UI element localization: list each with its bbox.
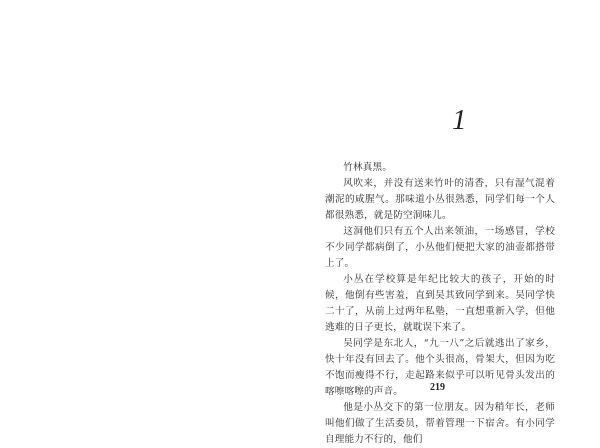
paragraph: 小丛在学校算是年纪比较大的孩子，开始的时候，他倒有些害羞，直到吴其致同学到来。吴同学快二十了，从前上过两年私塾，一直想重新入学，但他逃难的日子更长，就耽误下来了。 bbox=[325, 274, 555, 333]
paragraph: 吴同学是东北人，“九一八”之后就逃出了家乡，快十年没有回去了。他个头很高，骨架大，但因为吃不饱而瘦得不行，走起路来似乎可以听见骨头发出的喀嚓喀嚓的声音。 bbox=[325, 338, 555, 397]
paragraph: 竹林真黑。 bbox=[343, 162, 392, 173]
paragraph: 这洞他们只有五个人出来领油，一场感冒，学校不少同学都病倒了，小丛他们便把大家的油壶都搭带上了。 bbox=[325, 226, 555, 269]
paragraph: 他是小丛交下的第一位朋友。因为稍年长，老师叫他们做了生活委员，帮着管理一下宿舍。有小同学自理能力不行的，他们 bbox=[325, 402, 555, 445]
paragraph: 风吹来，并没有送来竹叶的清香，只有湿气混着潮泥的咸腥气。那味道小丛很熟悉，同学们每一个人都很熟悉，就是防空洞味儿。 bbox=[325, 178, 555, 221]
chapter-body bbox=[325, 160, 555, 448]
page-number: 219 bbox=[430, 382, 445, 393]
chapter-number: 1 bbox=[452, 104, 467, 136]
